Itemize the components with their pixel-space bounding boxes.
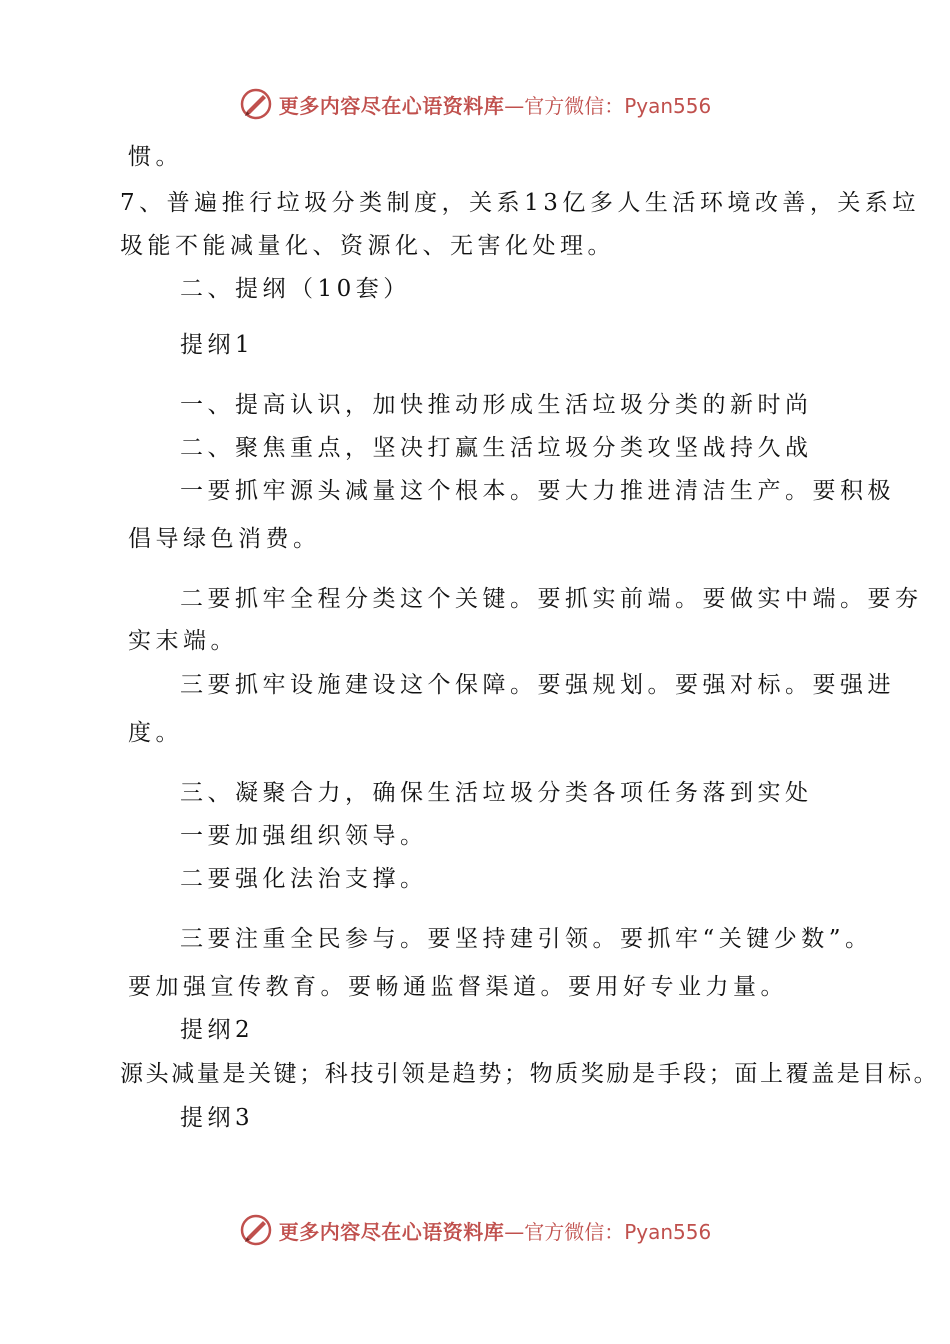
text-line: 实末端。 xyxy=(128,628,238,654)
pen-logo-icon xyxy=(239,1213,273,1247)
watermark-brand: 更多内容尽在心语资料库 xyxy=(278,1219,505,1244)
pen-logo-icon xyxy=(239,87,273,121)
text-line: 惯。 xyxy=(128,144,183,170)
outline-heading: 提纲2 xyxy=(180,1017,255,1043)
watermark-brand: 更多内容尽在心语资料库 xyxy=(278,93,505,118)
outline-heading: 提纲1 xyxy=(180,332,255,358)
text-line: 一要抓牢源头减量这个根本。要大力推进清洁生产。要积极 xyxy=(180,478,895,504)
text-line: 源头减量是关键；科技引领是趋势；物质奖励是手段；面上覆盖是目标。 xyxy=(120,1061,940,1087)
text-line: 二要强化法治支撑。 xyxy=(180,866,428,892)
text-line: 三、凝聚合力，确保生活垃圾分类各项任务落到实处 xyxy=(180,780,813,806)
text-line: 倡导绿色消费。 xyxy=(128,526,321,552)
watermark-footer xyxy=(0,1210,950,1250)
text-line: 三要抓牢设施建设这个保障。要强规划。要强对标。要强进 xyxy=(180,672,895,698)
outline-heading: 提纲3 xyxy=(180,1105,255,1131)
text-line: 二要抓牢全程分类这个关键。要抓实前端。要做实中端。要夯 xyxy=(180,586,923,612)
text-line: 要加强宣传教育。要畅通监督渠道。要用好专业力量。 xyxy=(128,974,788,1000)
text-line: 一要加强组织领导。 xyxy=(180,823,428,849)
text-line: 7、普遍推行垃圾分类制度，关系13亿多人生活环境改善，关系垃 xyxy=(120,190,920,216)
watermark-suffix: —官方微信：Pyan556 xyxy=(504,1219,712,1244)
text-line: 圾能不能减量化、资源化、无害化处理。 xyxy=(120,233,615,259)
section-heading: 二、提纲（10套） xyxy=(180,276,411,302)
text-line: 三要注重全民参与。要坚持建引领。要抓牢“关键少数”。 xyxy=(180,926,873,952)
watermark-header xyxy=(0,84,950,124)
text-line: 度。 xyxy=(128,720,183,746)
watermark-suffix: —官方微信：Pyan556 xyxy=(504,93,712,118)
text-line: 二、聚焦重点，坚决打赢生活垃圾分类攻坚战持久战 xyxy=(180,435,813,461)
text-line: 一、提高认识，加快推动形成生活垃圾分类的新时尚 xyxy=(180,392,813,418)
